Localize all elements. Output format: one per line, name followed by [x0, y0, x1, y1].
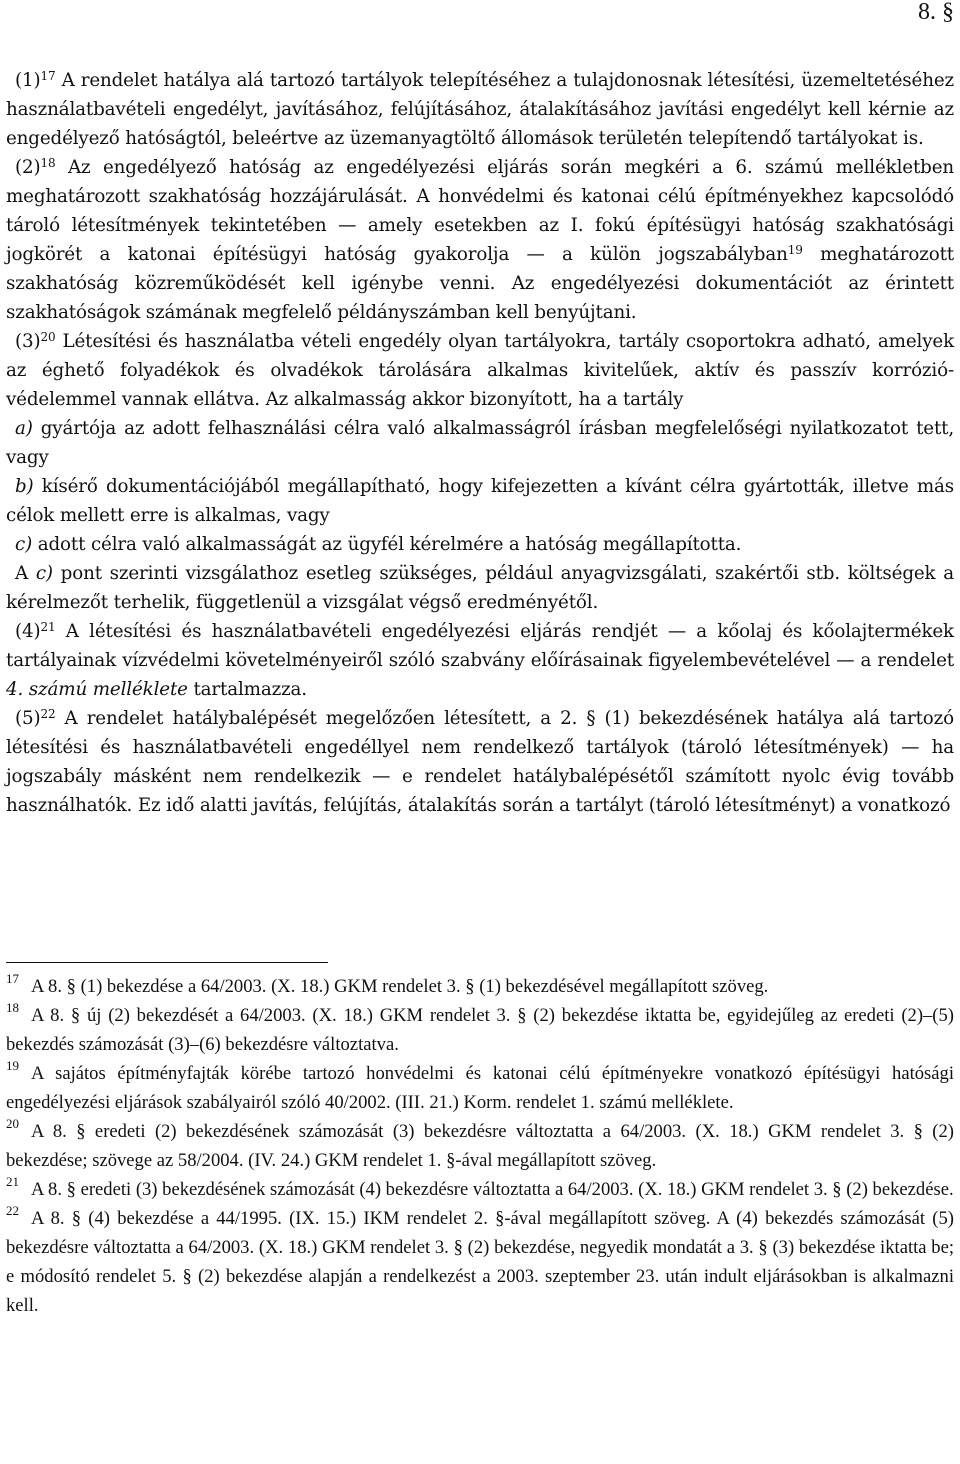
- section-heading: 8. §: [918, 0, 954, 25]
- item-label: c): [35, 563, 53, 584]
- footnote: [6, 1204, 954, 1320]
- footnote-number: 17: [6, 971, 19, 986]
- footnote-number: 20: [6, 1116, 19, 1131]
- paragraph-text: Létesítési és használatba vételi engedély olyan tartályokra, tartály csoportokra adható, amelyek az éghető folyadékok és olvadékok tárolására alkalmas kivitelűek, aktív és passzív korrózió-védelemmel vannak ellátva. Az alkalmasság akkor bizonyított, ha a tartály: [6, 331, 954, 410]
- footnote-ref[interactable]: 22: [40, 707, 56, 721]
- footnote: [6, 1001, 954, 1059]
- footnote: [6, 1117, 954, 1175]
- paragraph-number: (4): [15, 621, 41, 642]
- footnote: [6, 1059, 954, 1117]
- paragraph-text: tartalmazza.: [193, 679, 307, 700]
- footnote: [6, 972, 954, 1001]
- footnote-ref[interactable]: 18: [40, 156, 56, 170]
- paragraph-3: [6, 327, 954, 414]
- paragraph-5: [6, 704, 954, 820]
- footnote-separator: [6, 962, 328, 963]
- footnote-ref[interactable]: 19: [787, 243, 803, 257]
- tail-text: pont szerinti vizsgálathoz esetleg szükséges, például anyagvizsgálati, szakértői stb. költségek a kérelmezőt terhelik, függetlenül a vizsgálat végső eredményétől.: [6, 563, 954, 613]
- item-label: c): [15, 534, 33, 555]
- item-text: gyártója az adott felhasználási célra való alkalmasságról írásban megfelelőségi nyilatkozatot tett, vagy: [6, 418, 954, 468]
- footnote-text: A 8. § új (2) bekezdését a 64/2003. (X. 18.) GKM rendelet 3. § (2) bekezdése iktatta be, egyidejűleg az eredeti (2)–(5) bekezdés számozását (3)–(6) bekezdésre változtatva.: [6, 1005, 954, 1055]
- footnote-number: 21: [6, 1174, 19, 1189]
- paragraph-text: A létesítési és használatbavételi engedélyezési eljárás rendjét — a kőolaj és kőolajtermékek tartályainak vízvédelmi követelményeiről szóló szabvány előírásainak figyelembevételével — a rendelet: [6, 621, 954, 671]
- paragraph-number: (3): [15, 331, 41, 352]
- item-text: kísérő dokumentációjából megállapítható, hogy kifejezetten a kívánt célra gyártották, illetve más célok mellett erre is alkalmas, vagy: [6, 476, 954, 526]
- list-item-c: [6, 530, 954, 559]
- footnote-text: A 8. § eredeti (3) bekezdésének számozását (4) bekezdésre változtatta a 64/2003. (X. 18.) GKM rendelet 3. § (2) bekezdése.: [31, 1179, 954, 1200]
- paragraph-4: [6, 617, 954, 704]
- footnote-text: A 8. § (4) bekezdése a 44/1995. (IX. 15.) IKM rendelet 2. §-ával megállapított szöveg. A (4) bekezdés számozását (5) bekezdésre változtatta a 64/2003. (X. 18.) GKM rendelet 3. § (2) bekezdése, negyedik mondatát a 3. § (3) bekezdése iktatta be; e módosító rendelet 5. § (2) bekezdése alapján a rendelkezést a 2003. szeptember 23. után indult eljárásokban is alkalmazni kell.: [6, 1208, 954, 1316]
- paragraph-1: [6, 66, 954, 153]
- paragraph-number: (2): [15, 157, 41, 178]
- section-body: [6, 66, 954, 820]
- paragraph-text: Az engedélyező hatóság az engedélyezési eljárás során megkéri a 6. számú mellékletben meghatározott szakhatóság hozzájárulását. A honvédelmi és katonai célú építményekhez kapcsolódó tároló létesítmények tekintetében — amely esetekben az I. fokú építésügyi hatóság szakhatósági jogkörét a katonai építésügyi hatóság gyakorolja — a külön jogszabályban: [6, 157, 954, 265]
- footnote-text: A 8. § (1) bekezdése a 64/2003. (X. 18.) GKM rendelet 3. § (1) bekezdésével megállapított szöveg.: [31, 976, 769, 997]
- item-label: a): [15, 418, 33, 439]
- annex-reference: 4. számú melléklete: [6, 679, 188, 700]
- paragraph-text: meghatározott szakhatóság közreműködését kell igénybe venni. Az engedélyezési dokumentációt az érintett szakhatóságok számának megfelelő példányszámban kell benyújtani.: [6, 244, 954, 323]
- paragraph-text: A rendelet hatálybalépését megelőzően létesített, a 2. § (1) bekezdésének hatálya alá tartozó létesítési és használatbavételi engedéllyel nem rendelkező tartályok (tároló létesítmények) — ha jogszabály másként nem rendelkezik — e rendelet hatálybalépésétől számított nyolc évig tovább használhatók. Ez idő alatti javítás, felújítás, átalakítás során a tartályt (tároló létesítményt) a vonatkozó: [6, 708, 954, 816]
- footnote-number: 19: [6, 1058, 19, 1073]
- footnote-number: 18: [6, 1000, 19, 1015]
- list-item-b: [6, 472, 954, 530]
- tail-text: A: [15, 563, 29, 584]
- paragraph-text: A rendelet hatálya alá tartozó tartályok telepítéséhez a tulajdonosnak létesítési, üzemeltetéséhez használatbavételi engedélyt, javításához, felújításához, átalakításához javítási engedélyt kell kérnie az engedélyező hatóságtól, beleértve az üzemanyagtöltő állomások területén telepítendő tartályokat is.: [6, 70, 954, 149]
- footnote-text: A 8. § eredeti (2) bekezdésének számozását (3) bekezdésre változtatta a 64/2003. (X. 18.) GKM rendelet 3. § (2) bekezdése; szövege az 58/2004. (IV. 24.) GKM rendelet 1. §-ával megállapított szöveg.: [6, 1121, 954, 1171]
- footnote-number: 22: [6, 1203, 19, 1218]
- footnote-ref[interactable]: 17: [40, 69, 56, 83]
- paragraph-number: (5): [15, 708, 41, 729]
- item-label: b): [15, 476, 34, 497]
- paragraph-2: [6, 153, 954, 327]
- paragraph-3-tail: [6, 559, 954, 617]
- list-item-a: [6, 414, 954, 472]
- footnote-text: A sajátos építményfajták körébe tartozó honvédelmi és katonai célú építményekre vonatkozó építésügyi hatósági engedélyezési eljárások szabályairól szóló 40/2002. (III. 21.) Korm. rendelet 1. számú melléklete.: [6, 1063, 954, 1113]
- item-text: adott célra való alkalmasságát az ügyfél kérelmére a hatóság megállapította.: [37, 534, 742, 555]
- footnotes: [6, 972, 954, 1320]
- footnote-ref[interactable]: 20: [40, 330, 56, 344]
- footnote: [6, 1175, 954, 1204]
- paragraph-number: (1): [15, 70, 41, 91]
- footnote-ref[interactable]: 21: [40, 620, 56, 634]
